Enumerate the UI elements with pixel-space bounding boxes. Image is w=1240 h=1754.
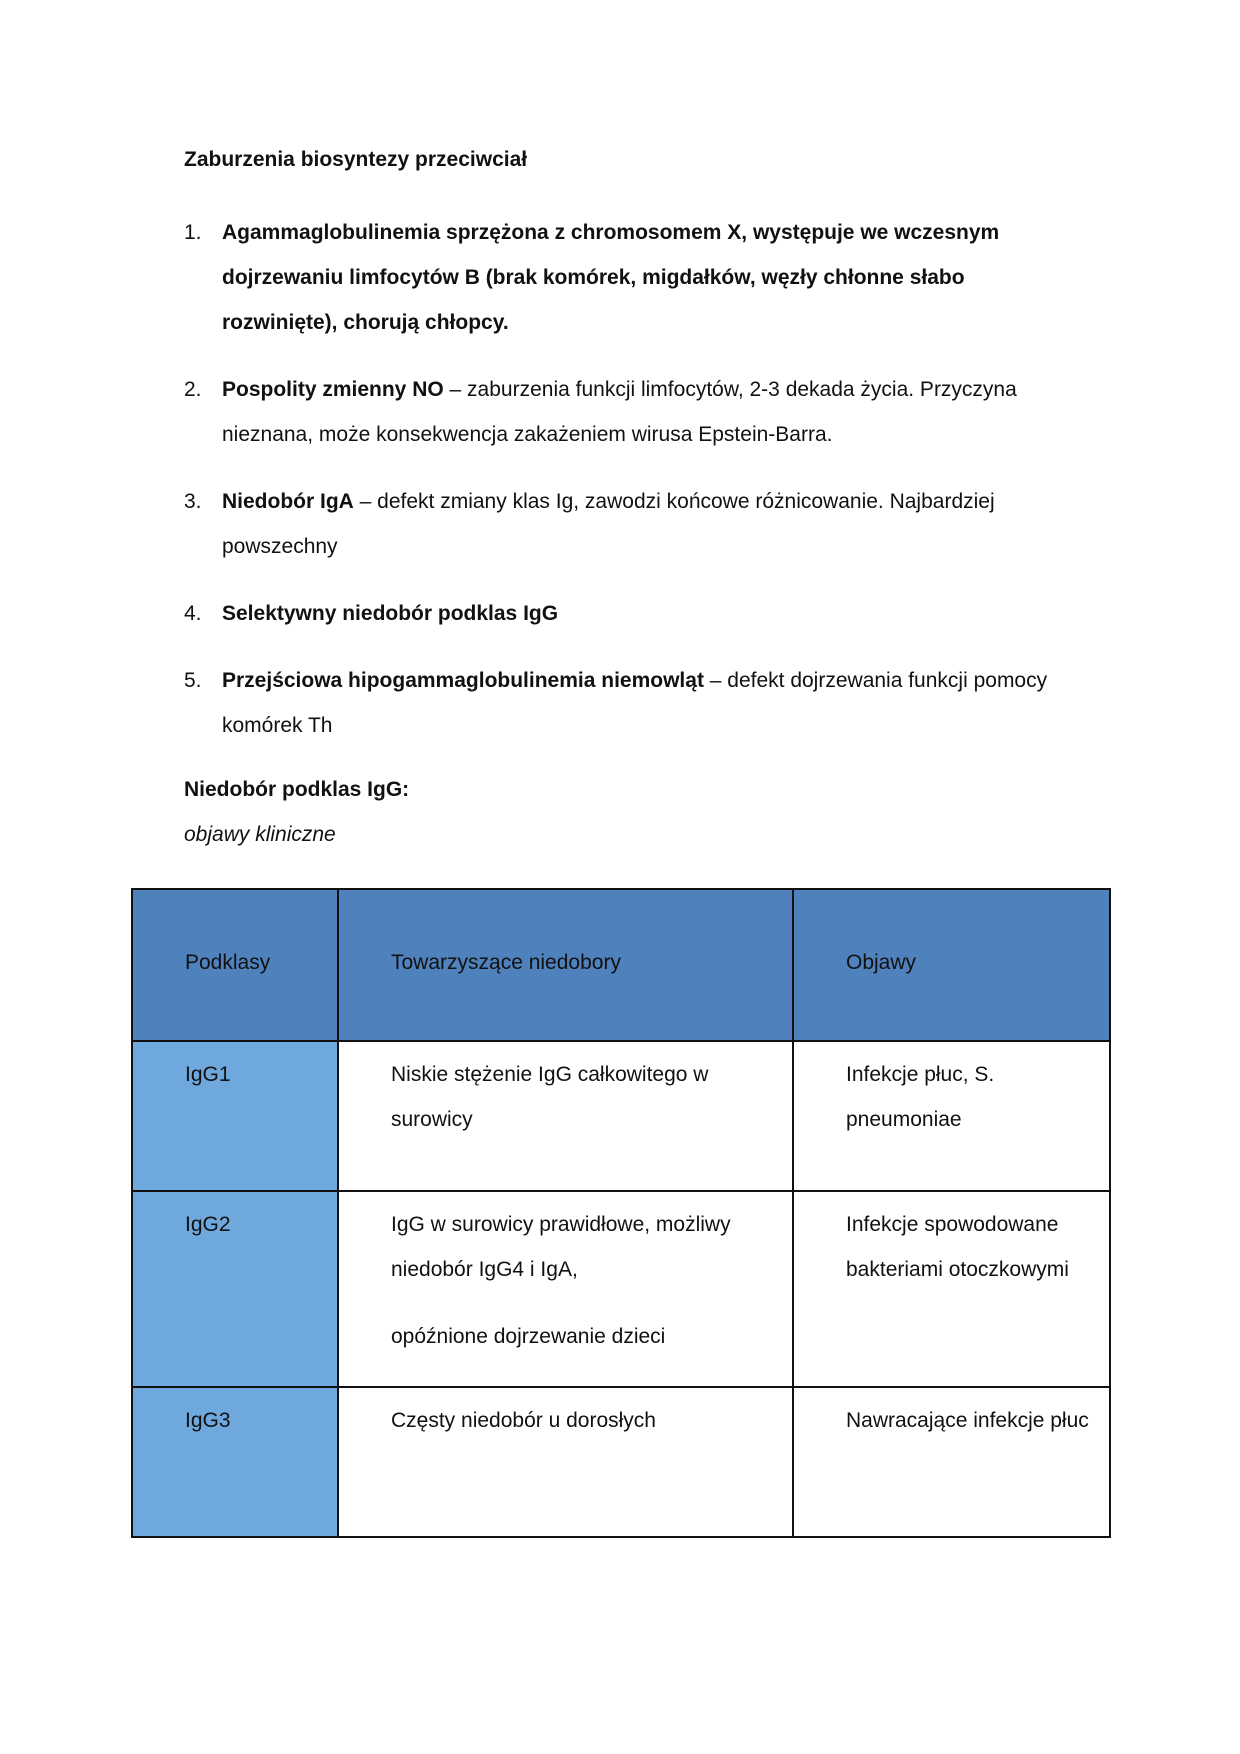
list-number: 3. — [184, 490, 202, 513]
deficits-cell — [338, 1041, 793, 1191]
symptoms-text: Infekcje spowodowane bakteriami otoczkowymi — [846, 1213, 1069, 1281]
table-row — [132, 1387, 1110, 1537]
list-item — [184, 591, 1084, 636]
subclass-label: IgG3 — [185, 1409, 231, 1432]
list-item — [184, 210, 1084, 345]
numbered-list — [184, 210, 1084, 770]
list-item-bold: Selektywny niedobór podklas IgG — [222, 602, 559, 625]
list-item-bold: Pospolity zmienny NO — [222, 378, 444, 401]
deficits-cell — [338, 1191, 793, 1387]
symptoms-text: Infekcje płuc, S. pneumoniae — [846, 1063, 995, 1131]
header-label: Towarzyszące niedobory — [391, 951, 621, 974]
table-row — [132, 1041, 1110, 1191]
table-row — [132, 1191, 1110, 1387]
deficits-block — [339, 1192, 792, 1359]
list-item — [184, 658, 1084, 748]
list-item — [184, 479, 1084, 569]
document-title: Zaburzenia biosyntezy przeciwciał — [184, 148, 528, 171]
list-item-bold: Niedobór IgA — [222, 490, 354, 513]
list-number: 1. — [184, 221, 202, 244]
symptoms-cell — [793, 1387, 1110, 1537]
list-number: 4. — [184, 602, 202, 625]
list-number: 5. — [184, 669, 202, 692]
subclass-cell — [132, 1041, 338, 1191]
deficits-text: Niskie stężenie IgG całkowitego w surowicy — [391, 1063, 709, 1131]
igg-subclass-table — [131, 888, 1111, 1538]
symptoms-cell — [793, 1041, 1110, 1191]
subclass-cell — [132, 1387, 338, 1537]
list-item-text: – zaburzenia funkcji limfocytów, 2-3 dekada życia. Przyczyna nieznana, może konsekwencja zakażeniem wirusa Epstein-Barra. — [222, 378, 1017, 446]
header-label: Podklasy — [185, 951, 271, 974]
header-label: Objawy — [846, 951, 917, 974]
section-subheading: objawy kliniczne — [184, 823, 336, 846]
symptoms-cell — [793, 1191, 1110, 1387]
header-cell-deficits — [338, 889, 793, 1041]
header-cell-subclass — [132, 889, 338, 1041]
deficits-text: Częsty niedobór u dorosłych — [391, 1409, 656, 1432]
subclass-label: IgG2 — [185, 1213, 231, 1236]
table-header-row — [132, 889, 1110, 1041]
deficits-cell — [338, 1387, 793, 1537]
deficits-text: IgG w surowicy prawidłowe, możliwy niedobór IgG4 i IgA, — [391, 1213, 731, 1281]
symptoms-text: Nawracające infekcje płuc — [846, 1409, 1089, 1432]
list-item-text: – defekt dojrzewania funkcji pomocy komórek Th — [222, 669, 1048, 737]
section-heading: Niedobór podklas IgG: — [184, 778, 410, 801]
subclass-cell — [132, 1191, 338, 1387]
deficits-extra-text: opóźnione dojrzewanie dzieci — [391, 1325, 666, 1348]
list-item-bold: Przejściowa hipogammaglobulinemia niemowląt — [222, 669, 704, 692]
header-cell-symptoms — [793, 889, 1110, 1041]
list-item-text: – defekt zmiany klas Ig, zawodzi końcowe różnicowanie. Najbardziej powszechny — [222, 490, 995, 558]
list-item-bold: Agammaglobulinemia sprzężona z chromosomem X, występuje we wczesnym dojrzewaniu limfocytów B (brak komórek, migdałków, węzły chłonne słabo rozwinięte), chorują chłopcy. — [222, 221, 1000, 334]
list-number: 2. — [184, 378, 202, 401]
list-item — [184, 367, 1084, 457]
subclass-label: IgG1 — [185, 1063, 231, 1086]
